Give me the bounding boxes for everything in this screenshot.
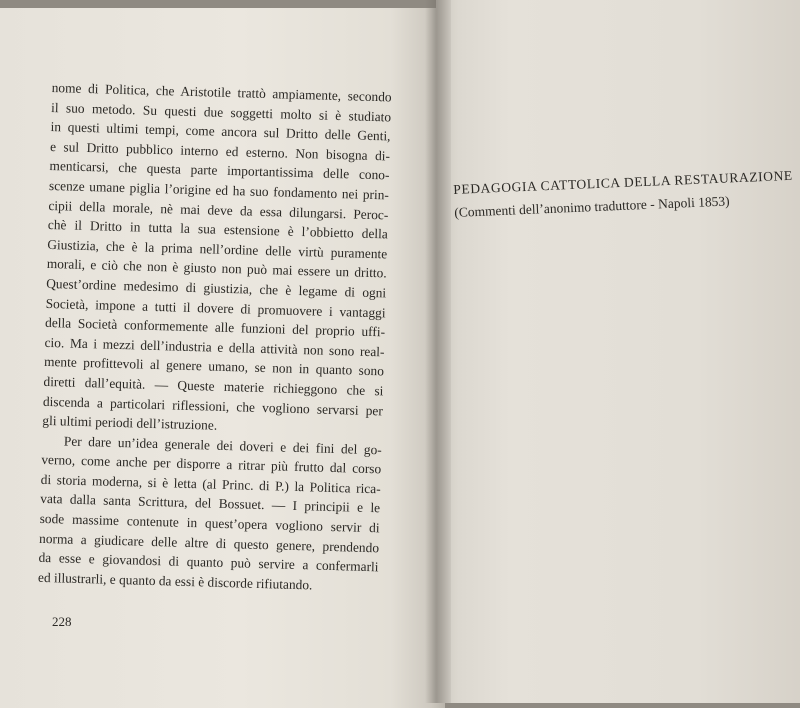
text-line: mente profittevoli al genere umano, se non in quanto sono	[43, 354, 385, 379]
text-line: morali, e ciò che non è giusto non può mai essere un dritto.	[46, 256, 387, 281]
text-line: Quest’ordine medesimo di giustizia, che è legame di ogni	[46, 275, 387, 301]
text-line: della Società conformemente alle funzioni del proprio uffi-	[44, 315, 386, 340]
book-gutter	[425, 0, 451, 703]
text-line: chè il Dritto in tutta la sua estensione è l’obbietto della	[47, 217, 388, 242]
text-line: Per dare un’idea generale dei doveri e dei fini del go-	[63, 433, 382, 458]
page-number: 228	[52, 614, 72, 629]
text-line: scenze umane piglia l’origine ed ha suo fondamento nei prin-	[48, 177, 390, 203]
text-line: norma a giudicare delle altre di questo genere, prendendo	[38, 530, 380, 555]
text-line: menticarsi, che questa parte importantissima delle cono-	[49, 158, 390, 183]
text-line: di storia moderna, si è letta (al Princ. di P.) la Politica rica-	[40, 471, 381, 497]
left-page-body-text	[38, 78, 392, 597]
section-title: PEDAGOGIA CATTOLICA DELLA RESTAURAZIONE	[453, 167, 794, 197]
text-line: cipii della morale, nè mai deve da essa dilungarsi. Peroc-	[48, 197, 389, 223]
text-line: cio. Ma i mezzi dell’industria e della attività non sono real-	[44, 334, 385, 360]
text-line: Società, impone a tutti il dovere di promuovere i vantaggi	[45, 295, 386, 320]
section-subtitle: (Commenti dell’anonimo traduttore - Napoli 1853)	[453, 193, 730, 220]
text-line: vata dalla santa Scrittura, del Bossuet. — I principii e le	[40, 491, 381, 516]
right-page	[436, 0, 800, 703]
text-line: Giustizia, che è la prima nell’ordine delle virtù puramente	[47, 236, 388, 262]
text-line: sode massime contenute in quest’opera vogliono servir di	[39, 510, 380, 536]
text-line: in questi ultimi tempi, come ancora sul Dritto delle Genti,	[50, 119, 391, 144]
text-line: e sul Dritto pubblico interno ed esterno. Non bisogna di-	[49, 138, 391, 164]
text-line: ed illustrarli, e quanto da essi è discorde rifiutando.	[37, 569, 313, 593]
text-line: da esse e giovandosi di quanto può servire a confermarli	[38, 550, 379, 575]
text-line: nome di Politica, che Aristotile trattò ampiamente, secondo	[51, 79, 392, 105]
text-line: verno, come anche per disporre a ritrar più frutto dal corso	[41, 452, 382, 477]
text-line: il suo metodo. Su questi due soggetti molto si è studiato	[50, 99, 392, 125]
text-line: diretti dall’equità. — Queste materie richieggono che si	[43, 373, 384, 399]
text-line: discenda a particolari riflessioni, che vogliono servarsi per	[42, 393, 384, 418]
text-line: gli ultimi periodi dell’istruzione.	[42, 412, 218, 433]
